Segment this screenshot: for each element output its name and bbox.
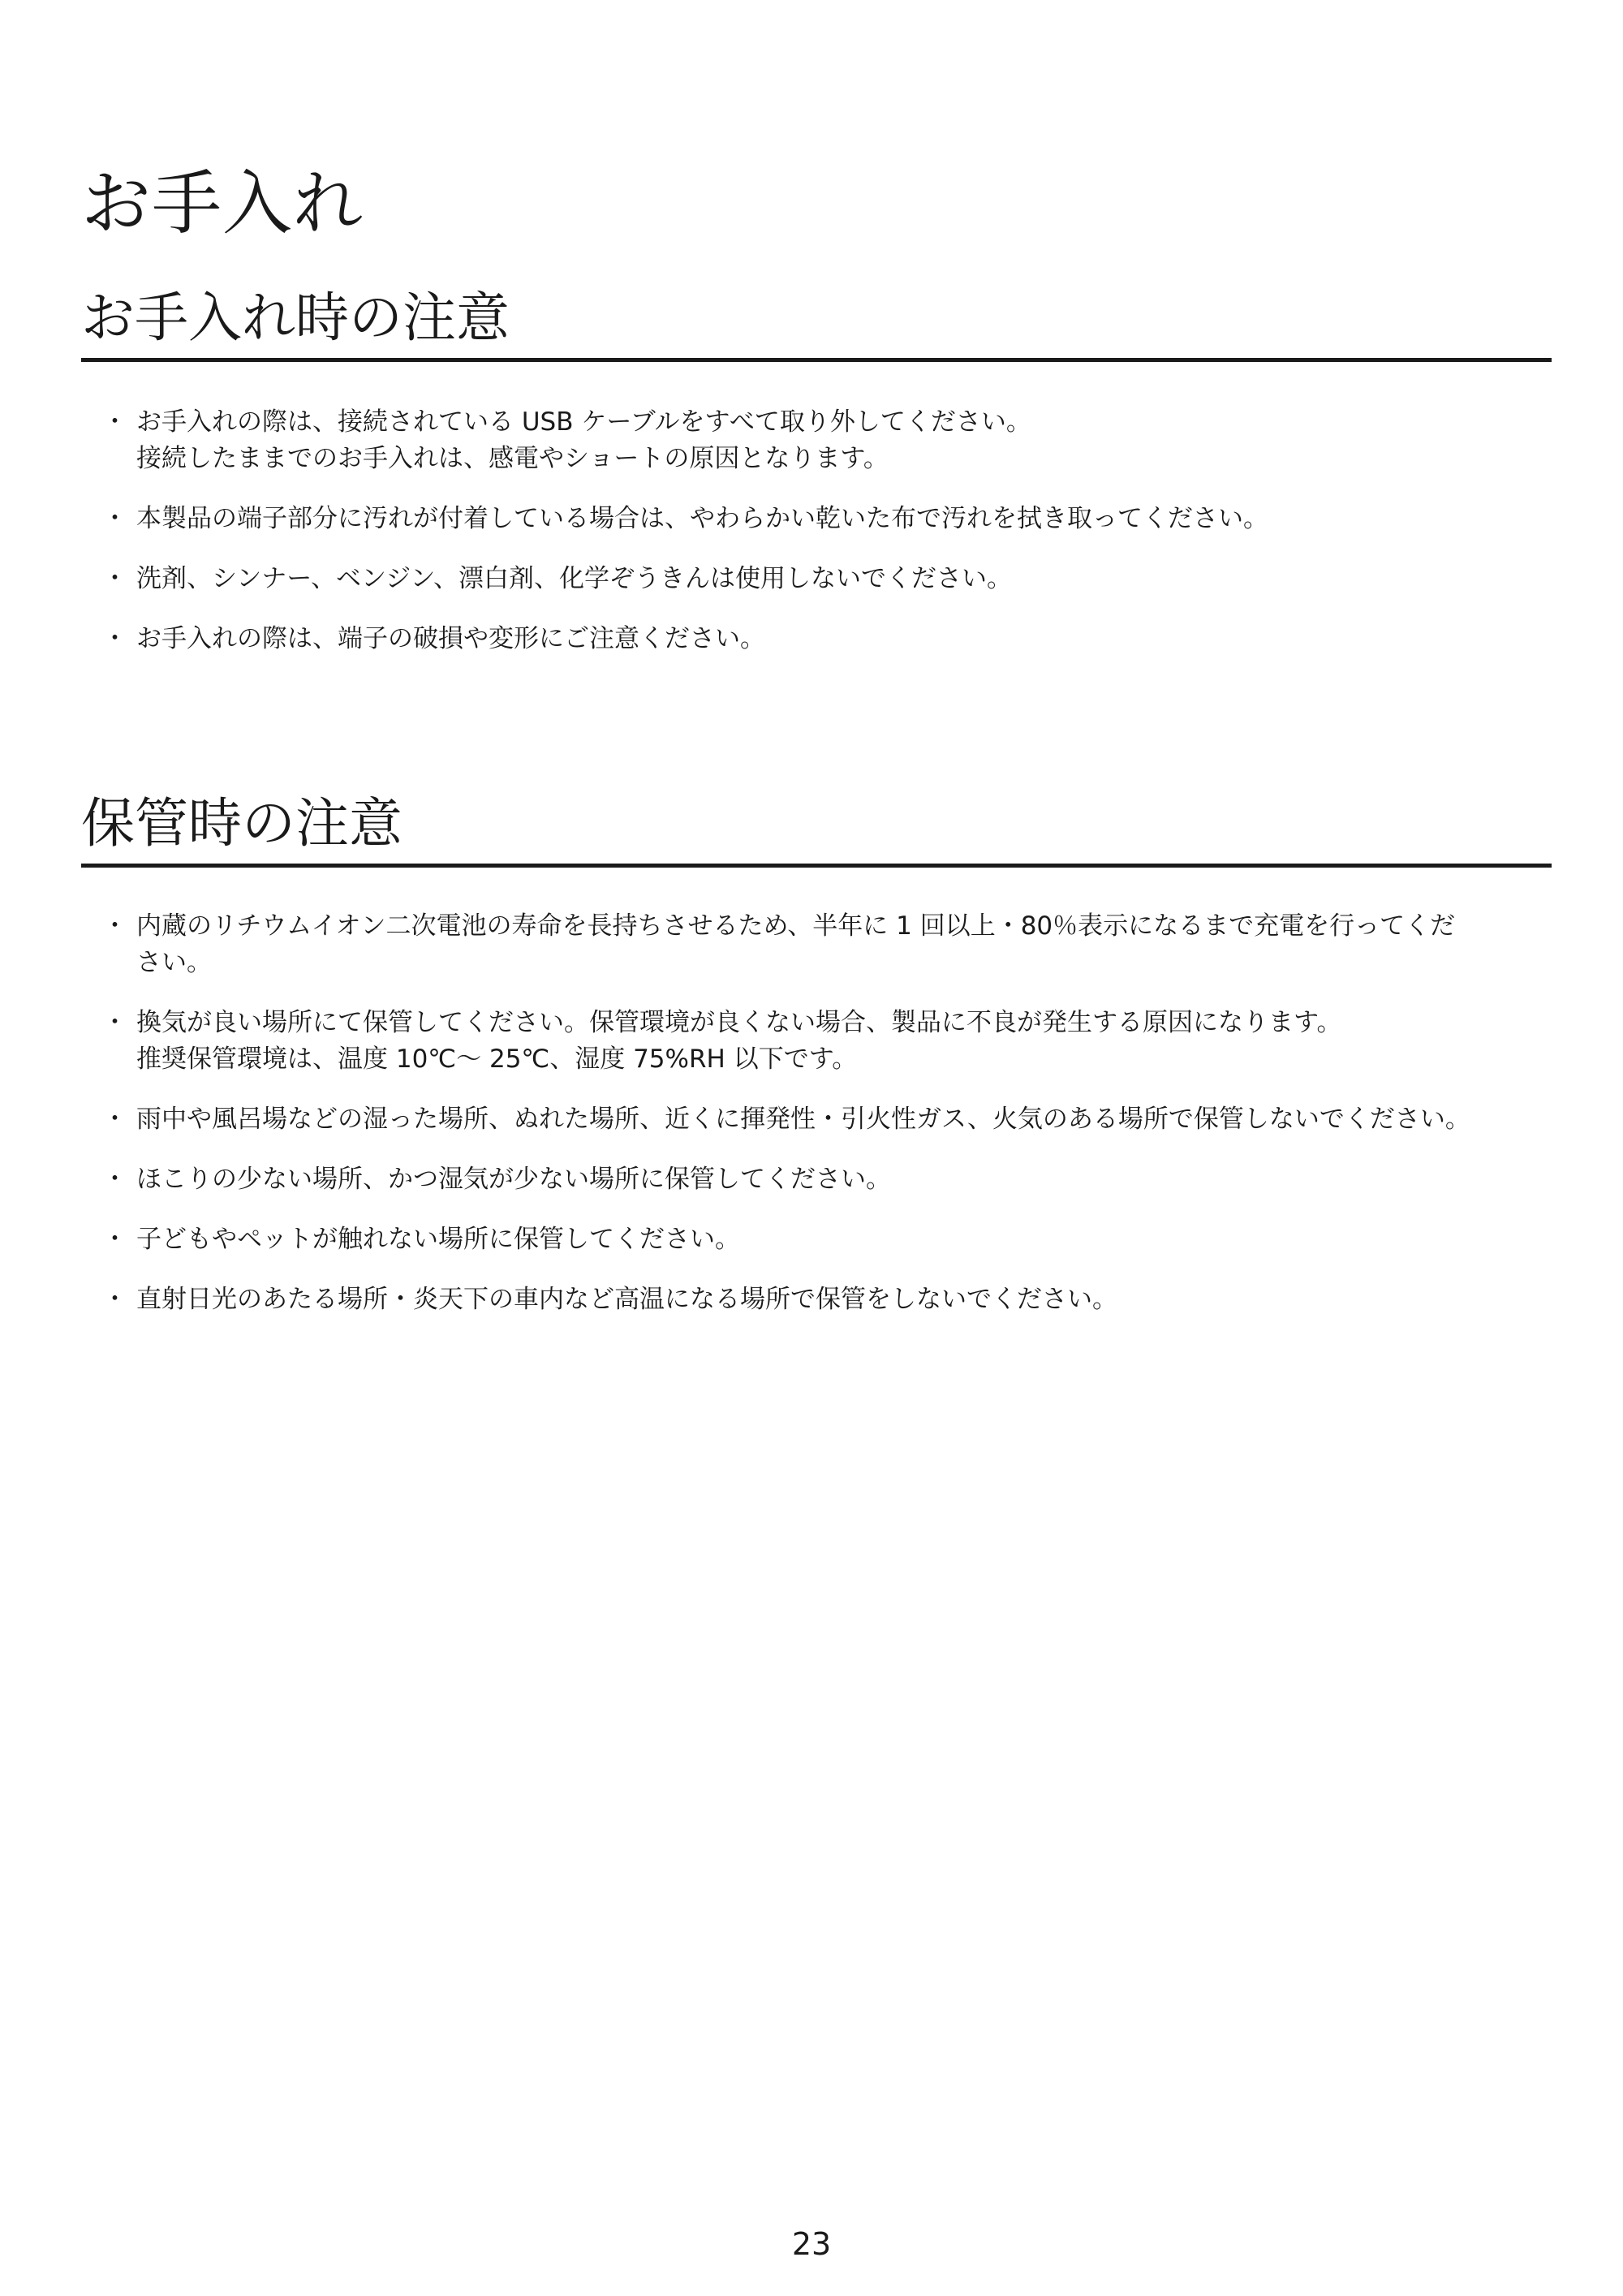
list-item-text: 推奨保管環境は、温度 10℃～ 25℃、湿度 75%RH 以下です。 [136, 1045, 858, 1075]
bullet-list [81, 908, 1552, 1318]
list-item-text: 子どもやペットが触れない場所に保管してください。 [136, 1225, 740, 1255]
section-storage-precautions [81, 791, 1552, 1342]
list-item [81, 1282, 1552, 1318]
section-heading: 保管時の注意 [81, 791, 1552, 868]
bullet-icon: ・ [102, 504, 127, 534]
list-item-text: 接続したままでのお手入れは、感電やショートの原因となります。 [136, 444, 889, 474]
list-item [81, 621, 1552, 657]
list-item-text: 直射日光のあたる場所・炎天下の車内など高温になる場所で保管をしないでください。 [136, 1285, 1117, 1315]
bullet-icon: ・ [102, 1165, 127, 1195]
bullet-icon: ・ [102, 1105, 127, 1135]
list-item [81, 501, 1552, 537]
list-item [81, 561, 1552, 597]
page-title: お手入れ [81, 163, 364, 244]
list-item [81, 1005, 1552, 1078]
page-number: 23 [791, 2226, 832, 2262]
list-item [81, 908, 1552, 981]
bullet-icon: ・ [102, 1225, 127, 1255]
list-item-text: さい。 [136, 948, 212, 978]
section-heading: お手入れ時の注意 [81, 286, 1552, 362]
list-item-text: 洗剤、シンナー、ベンジン、漂白剤、化学ぞうきんは使用しないでください。 [136, 564, 1012, 594]
list-item [81, 1101, 1552, 1138]
list-item-text: お手入れの際は、接続されている USB ケーブルをすべて取り外してください。 [136, 407, 1031, 437]
list-item-text: 雨中や風呂場などの湿った場所、ぬれた場所、近くに揮発性・引火性ガス、火気のある場所で保管しないでください。 [136, 1105, 1470, 1135]
list-item-text: 本製品の端子部分に汚れが付着している場合は、やわらかい乾いた布で汚れを拭き取ってください。 [136, 504, 1268, 534]
list-item-text: お手入れの際は、端子の破損や変形にご注意ください。 [136, 624, 765, 654]
list-item-text: 換気が良い場所にて保管してください。保管環境が良くない場合、製品に不良が発生する原因になります。 [136, 1008, 1342, 1038]
bullet-icon: ・ [102, 564, 127, 594]
bullet-icon: ・ [102, 1008, 127, 1038]
list-item-text: 内蔵のリチウムイオン二次電池の寿命を長持ちさせるため、半年に 1 回以上・80％表示になるまで充電を行ってくだ [136, 911, 1456, 941]
section-cleaning-precautions [81, 286, 1552, 681]
list-item [81, 404, 1552, 477]
bullet-icon: ・ [102, 911, 127, 941]
bullet-icon: ・ [102, 624, 127, 654]
list-item [81, 1221, 1552, 1258]
bullet-icon: ・ [102, 407, 127, 437]
list-item-text: ほこりの少ない場所、かつ湿気が少ない場所に保管してください。 [136, 1165, 891, 1195]
bullet-list [81, 404, 1552, 657]
list-item [81, 1161, 1552, 1198]
bullet-icon: ・ [102, 1285, 127, 1315]
